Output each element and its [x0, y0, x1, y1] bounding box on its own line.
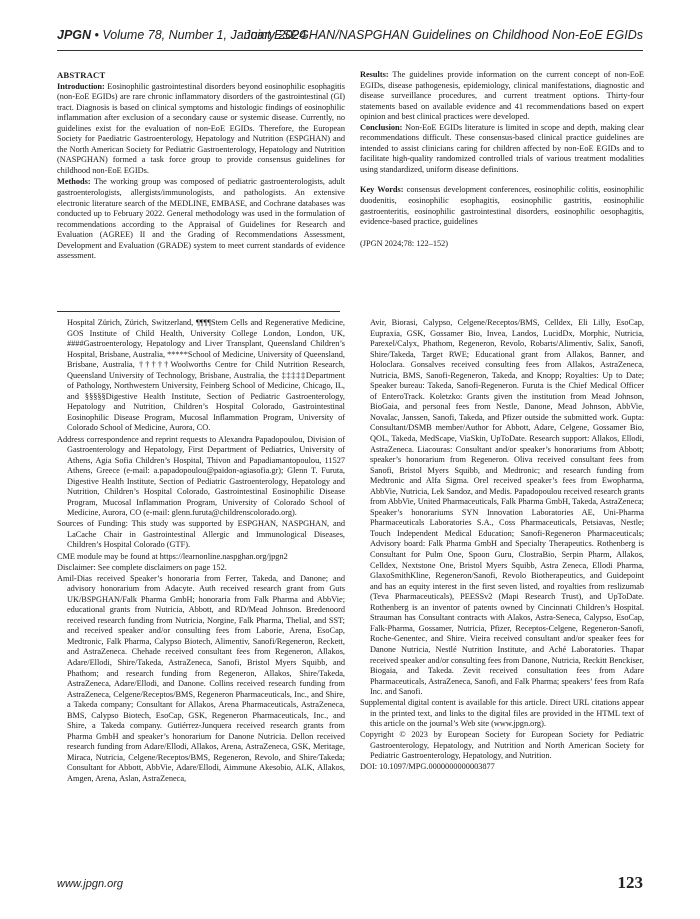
journal-website: www.jpgn.org — [57, 878, 124, 890]
keywords-text: consensus development conferences, eosinophilic colitis, eosinophilic duodenitis, eosinophilic esophagitis, eosinophilic gastritis, eosinophilic gastroenteritis, eosinophilic gastrointestinal disorders, eosinophilic oesophagitis, evidence-based practice, guidelines — [360, 185, 644, 227]
copyright: Copyright © 2023 by European Society for European Society for Pediatric Gastroenterology, Hepatology, and Nutrition and North American Society for Pediatric Gastroenterology, Hepatology, and Nutrition. — [360, 730, 644, 761]
correspondence-address: Address correspondence and reprint requests to Alexandra Papadopoulou, Division of Gastroenterology and Hepatology, First Department of Pediatrics, University of Athens, Agia Sofia Children’s Hospital, Thivon and Papadiamantopoulou, 11527 Athens, Greece (e-mail: a.papadopoulou@paidon-agiasofia.gr); Glenn T. Furuta, Digestive Health Institute, Section of Pediatric Gastroenterology, Hepatology and Nutrition, Children’s Hospital Colorado, Gastrointestinal Eosinophilic Disease Program, Mucosal Inflammation Program, University of Colorado School of Medicine, Aurora, CO (e-mail: glenn.furuta@childrenscolorado.org). — [57, 434, 345, 518]
cme-module: CME module may be found at https://learnonline.naspghan.org/jpgn2 — [57, 551, 288, 561]
abstract-results — [360, 70, 644, 123]
footnote-rule — [57, 311, 340, 312]
doi: DOI: 10.1097/MPG.0000000000003877 — [360, 762, 495, 772]
disclosures-left: Amil-Dias received Speaker’s honoraria from Ferrer, Takeda, and Danone; and advisory honorarium from Adacyte. Auth received research grant from Guts UK/BSPGHAN/Falk Pharma GmbH; honoraria from Falk Pharma and AbbVie; educational grants from Nutricia, Abbott, and RD/Mead Johnson. Bredenoord received research funding from Nutricia, Norgine, Falk Pharma, Thelial, and SST; and received speaker and/or consulting fees from Laborie, Arena, EsoCap, Medtronic, Falk Pharma, Calypso Biotech, Alimentiv, Sanofi/Regeneron, Reckett, and AstraZeneca. Chehade received consultant fees from Regeneron, Allakos, Adare/Ellodi, Shire/Takeda, AstraZeneca, Sanofi, Bristol Myers Squibb, and Phathom; and research funding from Regeneron, Allakos, Shire/Takeda, AstraZeneca, Adare/Ellodi, and Danone. Collins received research funding from AstraZeneca, Celgene/Receptos/BMS, Regeneron Pharmaceuticals, Inc., and Shire, a Takeda company; Consultant for Allakos, Arena Pharmaceuticals, AstraZeneca, BMS, Calypso Biotech, EsoCap, GSK, Regeneron Pharmaceuticals, Inc., and Shire, a Takeda company. Gutiérrez-Junquera received research grants from Pharma GmbH and speaker’s honorarium for Danone Nutricia. Dellon received research funding from Adare/Ellodi, Allakos, Arena, AstraZeneca, GSK, Meritage, Miraca, Nutricia, Celgene/Receptos/BMS, Regeneron, Revolo, and Shire/Takeda; Consultant for Abbott, AbbVie, Adare/Ellodi, Aimmune Akesobio, ALK, Allakos, Amgen, Arena, Aslan, AstraZeneca, — [57, 573, 345, 784]
methods-text: The working group was composed of pediatric gastroenterologists, adult gastroenterologists, allergists/immunologists, and pathologists. An extensive electronic literature search of the MEDLINE, EMBASE, and Cochrane databases was conducted up to February 2022. General methodology was used in the formulation of recommendations according to the Appraisal of Guidelines for Research and Evaluation (AGREE) II and the Grading of Recommendations Assessment, Development and Evaluation (GRADE) system to meet current standards of evidence assessment. — [57, 177, 345, 261]
methods-label: Methods: — [57, 177, 91, 187]
introduction-label: Introduction: — [57, 81, 105, 91]
volume-info: • Volume 78, Number 1, January 2024 — [91, 28, 307, 42]
abstract-left-column — [57, 70, 345, 263]
page-number: 123 — [617, 873, 643, 892]
keywords-label: Key Words: — [360, 185, 404, 195]
results-text: The guidelines provide information on the current concept of non-EoE EGIDs, disease pathogenesis, epidemiology, clinical manifestations, diagnostic and disease surveillance procedures, and current treatment options. Thirty-four statements based on available evidence and 41 recommendations based on expert opinion and best clinical practices were developed. — [360, 70, 644, 122]
journal-label: JPGN — [57, 28, 92, 42]
conclusion-label: Conclusion: — [360, 122, 403, 132]
results-label: Results: — [360, 70, 389, 79]
abstract-right-column — [360, 70, 644, 249]
abstract-heading: ABSTRACT — [57, 70, 106, 80]
abstract-conclusion — [360, 123, 644, 176]
abstract-citation: (JPGN 2024;78: 122–152) — [360, 238, 449, 248]
introduction-text: Eosinophilic gastrointestinal disorders beyond eosinophilic esophagitis (non-EoE EGIDs) are rare chronic inflammatory disorders of the gastrointestinal (GI) tract. Diagnosis is based on clinical symptoms and histologic findings of eosinophilic inflammation after exclusion of a secondary cause or systemic disease. Currently, no guidelines exist for the evaluation of non-EoE EGIDs. Therefore, the European Society for Paediatric Gastroenterology, Hepatology and Nutrition (ESPGHAN) and the North American Society for Pediatric Gastroenterology, Hepatology and Nutrition (NASPGHAN) formed a task force group to provide consensus guidelines for childhood non-EoE EGIDs. — [57, 81, 345, 175]
footnotes-right-column — [360, 318, 644, 774]
footnotes-left-column — [57, 318, 345, 785]
abstract-introduction — [57, 82, 345, 177]
header-rule — [57, 50, 643, 51]
disclosures-right: Avir, Biorasi, Calypso, Celgene/Receptos/BMS, Celldex, Eli Lilly, EsoCap, Eupraxia, GSK, Gossamer Bio, Invea, Landos, LucidDx, Morphic, Nutricia, Parexel/Calyx, Phathom, Regeneron, Revolo, Robarts/Alimentiv, Salix, Sanofi, Shire/Takeda, Target RWE; Educational grant from Allakos, Banner, and Holoclara. Gonsalves received consulting fees from Allakos, AstraZeneca, Nutricia, BMS, Sanofi-Regeneron, Takeda, and Knopp; Royalties: Up to Date; Speaker bureau: Takeda, Sanofi-Regeneron. Furuta is the Chief Medical Officer of EnteroTrack. Koletzko: Grants given the institution from Mead Johnson, BioGaia, and personal fees from Nestle, Danone, Mead Johnson, AbbVie, Novalac, Janssen, Sanofi, Takeda, and Pfizer outside the submitted work. Gupta: Consultant/DSMB member/Author for Abbott, Adare, Celgene, Gossamer Bio, QOL, Takeda, MedScape, ViaSkin, UpToDate. Research support: Allakos, Ellodi, AstraZeneca. Liacouras: Consultant and/or speaker’s honorariums from Abbott; speaker’s honorarium from Regeneron. Oliva received consultant fees from Sanofi, Bristol Myers Squibb, and Medtronic; and research funding from Medtronic and Alfa Sigma. Orel received speaker’s fees from Ewopharma, AbbVie, Nutricia, Lek Sandoz, and Medis. Papadopoulou received research grants from AbbVie, United Pharmaceuticals, Falk Pharma GmbH, Takeda, AstraZeneca; Speaker’s honorariums SYN Innovation Laboratories AE, Uni-Pharma Pharmaceuticals Laboratories S.A., Coss Pharmaceuticals, Petsiavas, Nestle; Touch Independent Medical Education; Sanofi-Regeneron Pharmaceuticals; Advisory board: Falk Pharma GmbH and Specialty Therapeutics. Rothenberg is Consultant for Pulm One, Spoon Guru, ClostraBio, Serpin Pharm, Allakos, Celldex, Nextstone One, Bristol Myers Squibb, Astra Zeneca, Ellodi Pharma, GlaxoSmithKline, Regeneron/Sanofi, Revolo Biotherapeutics, and Guidepoint and has an equity interest in the first seven listed, and royalties from reslizumab (Teva Pharmaceuticals), PEESSv2 (Mapi Research Trust), and UpToDate. Rothenberg is an inventor of patents owned by Cincinnati Children’s Hospital. Strauman has Consultant contracts with Alakos, Astra-Seneca, Calypso, EsoCap, Falk-Pharma, Gossamer, Nutricia, Pfizer, Receptos-Celgene, Regeneron-Sanofi, Roche-Genentec, and Shire. Vieira received consultant and/or speaker fees for Danone Nutricia, Nestlé Nutrition Institute, and Aché Laboratories. Thapar received speaker and/or consulting fees from Danone, Nutricia, Reckitt Benckiser, Biogaia, and Takeda. Zevit received consultation fees from Adare Pharmaceuticals, AstraZeneca, Sanofi, and Falk Pharma; speakers’ fees from Rafa Inc. and Sanofi. — [370, 318, 644, 697]
affiliations-continued: Hospital Zürich, Zürich, Switzerland, ¶¶¶¶Stem Cells and Regenerative Medicine, GOS Institute of Child Health, University College London, London, UK, ####Gastroenterology, Hepatology and Liver Transplant, Queensland Children’s Hospital, Brisbane, Australia, *****School of Medicine, University of Queensland, Brisbane, Australia, †††††Woolworths Centre for Child Nutrition Research, Queensland University of Technology, Brisbane, Australia, the ‡‡‡‡‡Department of Pathology, Northwestern University, Feinberg School of Medicine, Chicago, IL, and §§§§§Digestive Health Institute, Section of Pediatric Gastroenterology, Hepatology and Nutrition, Children’s Hospital Colorado, Gastrointestinal Eosinophilic Disease Program, Mucosal Inflammation Program, University of Colorado School of Medicine, Aurora, CO. — [67, 318, 345, 433]
running-title: Joint ESPGHAN/NASPGHAN Guidelines on Childhood Non-EoE EGIDs — [244, 28, 643, 42]
abstract-methods — [57, 177, 345, 261]
supplemental-content: Supplemental digital content is available for this article. Direct URL citations appear in the printed text, and links to the digital files are provided in the HTML text of this article on the journal’s Web site (www.jpgn.org). — [360, 698, 644, 729]
disclaimer: Disclaimer: See complete disclaimers on page 152. — [57, 562, 227, 572]
conclusion-text: Non-EoE EGIDs literature is limited in scope and depth, making clear recommendations difficult. These consensus-based clinical practice guidelines are intended to assist clinicians caring for children affected by non-EoE EGIDs and to facilitate high-quality randomized controlled trials of various treatment modalities using standardized, uniform disease definitions. — [360, 122, 644, 174]
running-head — [57, 28, 643, 48]
funding-sources: Sources of Funding: This study was supported by ESPGHAN, NASPGHAN, and LaCache Chair in Gastrointestinal Allergic and Immunological Diseases, Children’s Hospital Colorado (GTF). — [57, 519, 345, 550]
abstract-keywords — [360, 185, 644, 227]
